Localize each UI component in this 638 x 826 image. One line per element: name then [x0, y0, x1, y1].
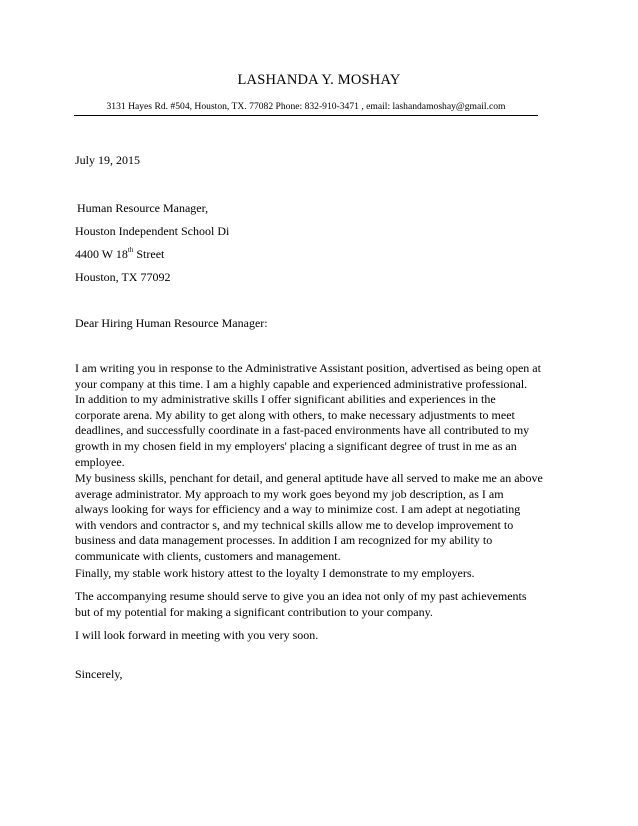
paragraph-line: your company at this time. I am a highly capable and experienced administrative professional.: [75, 376, 528, 391]
paragraph-line: growth in my chosen field in my employers' placing a significant degree of trust in me as an: [75, 438, 517, 453]
paragraph-line: In addition to my administrative skills I offer significant abilities and experiences in the: [75, 392, 496, 407]
paragraph-line: business and data management processes. In addition I am recognized for my ability to: [75, 533, 493, 548]
salutation: Dear Hiring Human Resource Manager:: [75, 316, 268, 330]
paragraph-line: Finally, my stable work history attest to the loyalty I demonstrate to my employers.: [75, 566, 475, 580]
applicant-name: LASHANDA Y. MOSHAY: [237, 72, 401, 88]
paragraph-line: communicate with clients, customers and management.: [75, 548, 341, 563]
paragraph-line: employee.: [75, 454, 125, 469]
street-number: 4400 W 18: [75, 247, 128, 261]
letter-date: July 19, 2015: [75, 153, 141, 167]
paragraph-line: I will look forward in meeting with you very soon.: [75, 628, 319, 642]
header-divider: [74, 115, 538, 116]
recipient-city: Houston, TX 77092: [75, 270, 171, 284]
paragraph-line: but of my potential for making a significant contribution to your company.: [75, 604, 433, 619]
street-ordinal: th: [127, 246, 134, 254]
contact-info: 3131 Hayes Rd. #504, Houston, TX. 77082 Phone: 832-910-3471 , email: lashandamoshay@gmail.com: [106, 101, 506, 112]
closing: Sincerely,: [75, 667, 123, 681]
recipient-street: [75, 247, 164, 262]
recipient-title: Human Resource Manager,: [77, 201, 209, 215]
paragraph-line: My business skills, penchant for detail, and general aptitude have all served to make me an above: [75, 471, 543, 485]
paragraph-resume: [75, 589, 575, 620]
paragraph-line: I am writing you in response to the Administrative Assistant position, advertised as being open at: [75, 361, 541, 375]
paragraph-line: The accompanying resume should serve to give you an idea not only of my past achievements: [75, 589, 527, 603]
paragraph-skills: [75, 471, 575, 565]
paragraph-line: corporate arena. My ability to get along with others, to make necessary adjustments to meet: [75, 407, 515, 422]
paragraph-loyalty: [75, 566, 575, 582]
paragraph-closing-remark: [75, 628, 575, 644]
paragraph-line: average administrator. My approach to my work goes beyond my job description, as I am: [75, 486, 504, 501]
recipient-organization: Houston Independent School Di: [75, 224, 230, 238]
street-name: Street: [133, 247, 165, 261]
paragraph-line: always looking for ways for efficiency and a way to minimize cost. I am adept at negotiating: [75, 502, 521, 517]
paragraph-line: deadlines, and successfully coordinate in a fast-paced environments have all contributed to my: [75, 423, 530, 438]
paragraph-line: with vendors and contractor s, and my technical skills allow me to develop improvement to: [75, 517, 514, 532]
paragraph-intro: [75, 361, 575, 470]
